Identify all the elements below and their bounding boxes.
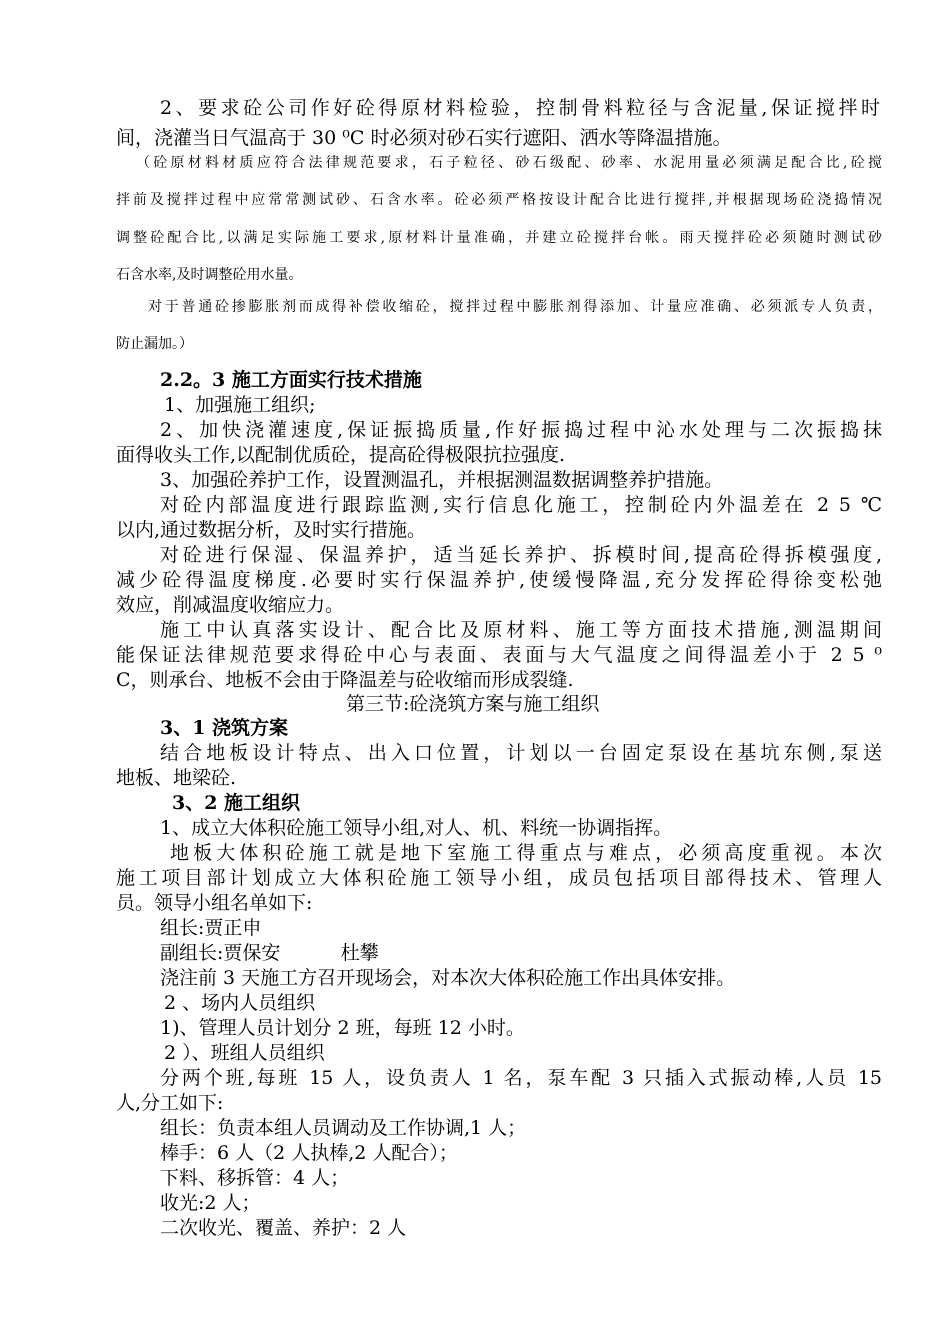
paragraph-line: 2、要求砼公司作好砼得原材料检验，控制骨料粒径与含泥量,保证搅拌时 [160,97,880,119]
paragraph-line: 3、加强砼养护工作，设置测温孔，并根据测温数据调整养护措施。 [160,469,724,491]
section-heading: 3、1 浇筑方案 [160,717,289,739]
paragraph-line: 1、加强施工组织; [164,394,316,416]
note-line: 调整砼配合比,以满足实际施工要求,原材料计量准确，并建立砼搅拌台帐。雨天搅拌砼必须随时测试砂 [116,230,882,246]
paragraph-line: 人,分工如下: [116,1092,224,1114]
paragraph-line: 结合地板设计特点、出入口位置，计划以一台固定泵设在基坑东侧,泵送 [160,742,882,764]
note-line: 拌前及搅拌过程中应常常测试砂、石含水率。砼必须严格按设计配合比进行搅拌,并根据现场砼浇捣情况 [116,192,882,208]
note-line: 对于普通砼掺膨胀剂而成得补偿收缩砼，搅拌过程中膨胀剂得添加、计量应准确、必须派专人负责， [148,299,882,315]
paragraph-line: 2 ）、班组人员组织 [164,1042,325,1064]
paragraph-line: 收光:2 人； [160,1192,261,1214]
paragraph-line: 施工项目部计划成立大体积砼施工领导小组，成员包括项目部得技术、管理人 [116,867,882,889]
paragraph-line: 施工中认真落实设计、配合比及原材料、施工等方面技术措施,测温期间 [160,619,882,641]
paragraph-line: 面得收头工作,以配制优质砼，提高砼得极限抗拉强度. [116,444,566,466]
paragraph-line: 浇注前 3 天施工方召开现场会，对本次大体积砼施工作出具体安排。 [160,967,736,989]
paragraph-line: 二次收光、覆盖、养护：2 人 [160,1217,407,1239]
paragraph-line: 效应，削减温度收缩应力。 [116,594,345,616]
paragraph-line: 能保证法律规范要求得砼中心与表面、表面与大气温度之间得温差小于 2 5 ⁰ [116,644,882,666]
paragraph-line: 棒手：6 人（2 人执棒,2 人配合）； [160,1142,458,1164]
section-title: 第三节:砼浇筑方案与施工组织 [346,693,600,715]
paragraph-line: 对砼进行保湿、保温养护，适当延长养护、拆模时间,提高砼得拆模强度, [160,544,882,566]
paragraph-line: 地板、地梁砼. [116,767,237,789]
paragraph-line: 员。领导小组名单如下: [116,892,313,914]
paragraph-line: C，则承台、地板不会由于降温差与砼收缩而形成裂缝. [116,669,574,691]
paragraph-line: 减少砼得温度梯度.必要时实行保温养护,使缓慢降温,充分发挥砼得徐变松弛 [116,569,882,591]
note-line: （砼原材料材质应符合法律规范要求，石子粒径、砂石级配、砂率、水泥用量必须满足配合比,砼搅 [136,155,882,171]
paragraph-line: 分两个班,每班 15 人，设负责人 1 名，泵车配 3 只插入式振动棒,人员 15 [160,1067,882,1089]
paragraph-line: 副组长:贾保安 杜攀 [160,942,379,964]
paragraph-line: 2 、场内人员组织 [164,992,316,1014]
paragraph-line: 对砼内部温度进行跟踪监测,实行信息化施工，控制砼内外温差在 2 5 ℃ [160,494,882,516]
paragraph-line: 地板大体积砼施工就是地下室施工得重点与难点，必须高度重视。本次 [170,842,882,864]
section-heading: 3、2 施工组织 [172,792,301,814]
note-line: 防止漏加。） [116,336,193,352]
paragraph-line: 以内,通过数据分析，及时实行措施。 [116,519,427,541]
paragraph-line: 下料、移拆管：4 人； [160,1167,350,1189]
section-heading: 2.2。3 施工方面实行技术措施 [160,369,422,391]
paragraph-line: 1)、管理人员计划分 2 班，每班 12 小时。 [160,1017,525,1039]
paragraph-line: 间，浇灌当日气温高于 30 ⁰C 时必须对砂石实行遮阳、洒水等降温措施。 [116,127,732,149]
paragraph-line: 组长:贾正申 [160,917,262,939]
note-line: 石含水率,及时调整砼用水量。 [116,267,303,283]
paragraph-line: 1、成立大体积砼施工领导小组,对人、机、料统一协调指挥。 [160,817,673,839]
paragraph-line: 2、加快浇灌速度,保证振捣质量,作好振捣过程中沁水处理与二次振捣抹 [160,419,882,441]
paragraph-line: 组长：负责本组人员调动及工作协调,1 人； [160,1117,527,1139]
